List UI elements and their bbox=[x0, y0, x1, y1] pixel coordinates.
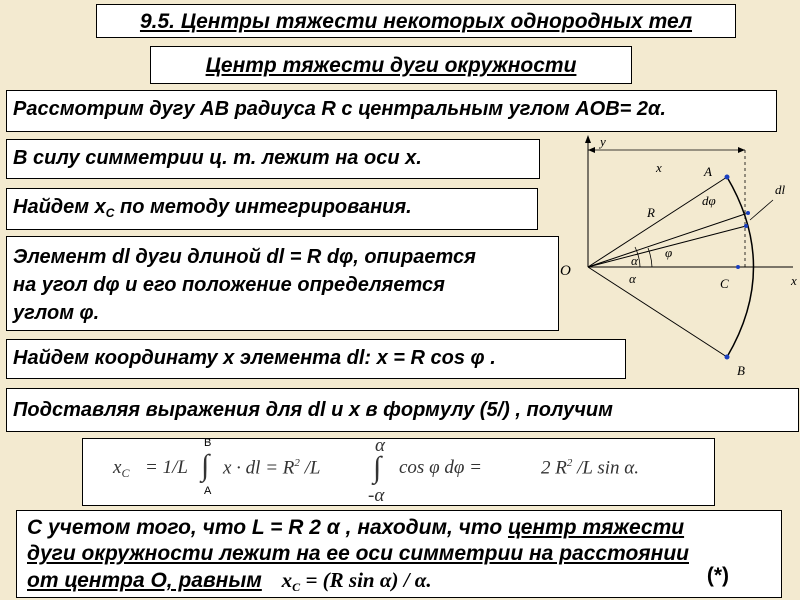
formula-xc: $x_C$ bbox=[113, 457, 130, 480]
dl-marker-1 bbox=[746, 211, 750, 215]
page-title bbox=[96, 4, 736, 38]
label-a: A bbox=[704, 164, 712, 179]
formula-part1: = 1/L bbox=[145, 457, 188, 478]
element-line-1: Элемент dl дуги длиной dl = R dφ, опирается bbox=[13, 246, 476, 268]
label-x-axis: x bbox=[791, 273, 797, 288]
conclusion-formula: $x_C = (R$ sin α) / α. bbox=[281, 568, 432, 594]
label-alpha-1: α bbox=[631, 253, 638, 268]
find-xc-prefix: Найдем x bbox=[13, 196, 106, 218]
conclusion-text bbox=[16, 510, 782, 598]
element-line-2: на угол dφ и его положение определяется bbox=[13, 274, 445, 296]
int-lower-2: -α bbox=[368, 485, 385, 506]
integral-sign-1: ∫ bbox=[201, 449, 210, 482]
page-title-text: 9.5. Центры тяжести некоторых однородных тел bbox=[139, 10, 693, 33]
element-line-3: углом φ. bbox=[13, 302, 100, 324]
conclusion-part-a: С учетом того, что L = R 2 α , находим, что bbox=[27, 516, 508, 539]
point-a-marker bbox=[725, 175, 730, 180]
arc-diagram bbox=[555, 130, 800, 385]
find-xc-sub: C bbox=[105, 206, 115, 220]
label-dphi: dφ bbox=[702, 193, 716, 208]
int-upper-2: α bbox=[375, 435, 385, 456]
radius-ob bbox=[588, 267, 727, 357]
integrand-2: cos φ dφ = bbox=[399, 457, 482, 478]
conclusion-underlined-2: дуги окружности лежит на ее оси симметрии на расстоянии bbox=[27, 542, 689, 565]
label-o: O bbox=[560, 263, 571, 279]
element-text bbox=[6, 236, 559, 331]
int-upper-1: B bbox=[204, 437, 212, 449]
section-subtitle-text: Центр тяжести дуги окружности bbox=[205, 54, 577, 77]
formula-result: 2 $R^2$ /L sin α. bbox=[541, 457, 640, 479]
point-b-marker bbox=[725, 355, 730, 360]
find-xc-rest: по методу интегрирования. bbox=[114, 196, 412, 218]
y-axis-arrow bbox=[585, 135, 591, 143]
label-alpha-2: α bbox=[629, 271, 636, 286]
label-dl: dl bbox=[775, 182, 786, 197]
label-phi: φ bbox=[665, 245, 673, 260]
label-r: R bbox=[647, 205, 655, 220]
conclusion-underlined-3: от центра О, равным bbox=[27, 569, 262, 592]
radius-oa bbox=[588, 177, 727, 267]
label-c: C bbox=[720, 276, 729, 291]
label-y: y bbox=[600, 134, 606, 149]
integrand-1: x · dl = $R^2$ /L bbox=[223, 457, 321, 479]
equation-tag: (*) bbox=[706, 564, 729, 587]
point-c-marker bbox=[736, 265, 740, 269]
dl-leader bbox=[750, 200, 773, 220]
dl-marker-2 bbox=[744, 224, 748, 228]
integral-sign-2: ∫ bbox=[373, 451, 382, 484]
x-dim-arrow-right bbox=[738, 147, 745, 153]
substitute-text: Подставляя выражения для dl и x в формулу (5/) , получим bbox=[6, 388, 799, 432]
conclusion-underlined-1: центр тяжести bbox=[507, 516, 685, 539]
label-x-top: x bbox=[656, 160, 662, 175]
consider-text: Рассмотрим дугу AB радиуса R с центральным углом AOB= 2α. bbox=[6, 90, 777, 132]
coordinate-text: Найдем координату x элемента dl: x = R cos φ . bbox=[6, 339, 626, 379]
formula-box bbox=[82, 435, 715, 506]
int-lower-1: A bbox=[204, 485, 212, 497]
symmetry-text: В силу симметрии ц. т. лежит на оси x. bbox=[6, 139, 540, 179]
section-subtitle bbox=[150, 46, 632, 84]
find-xc-text bbox=[6, 188, 538, 230]
x-dim-arrow-left bbox=[588, 147, 595, 153]
label-b: B bbox=[737, 363, 745, 378]
